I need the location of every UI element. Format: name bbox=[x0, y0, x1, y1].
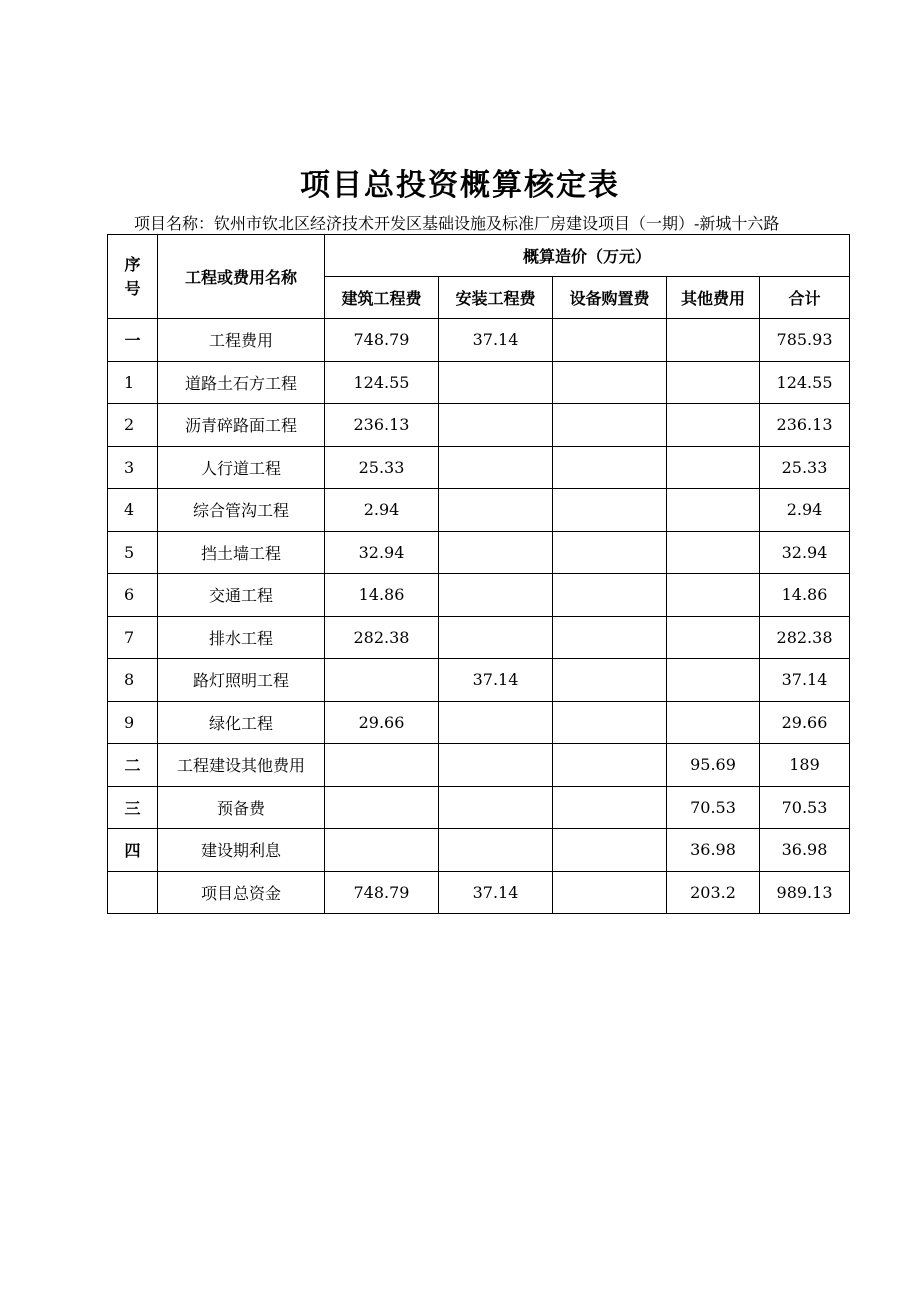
cell-name: 预备费 bbox=[158, 786, 325, 829]
cell-construction: 124.55 bbox=[325, 361, 439, 404]
cell-name: 工程费用 bbox=[158, 319, 325, 362]
cell-seq: 9 bbox=[108, 701, 158, 744]
cell-other bbox=[667, 531, 760, 574]
header-total: 合计 bbox=[760, 277, 850, 319]
table-row bbox=[108, 871, 850, 914]
cell-seq: 二 bbox=[108, 744, 158, 787]
cell-name: 路灯照明工程 bbox=[158, 659, 325, 702]
cell-total: 989.13 bbox=[760, 871, 850, 914]
cell-installation bbox=[439, 786, 553, 829]
table-row bbox=[108, 659, 850, 702]
cell-seq: 2 bbox=[108, 404, 158, 447]
cell-seq: 三 bbox=[108, 786, 158, 829]
cell-construction: 2.94 bbox=[325, 489, 439, 532]
cell-construction bbox=[325, 829, 439, 872]
cell-equipment bbox=[553, 489, 667, 532]
cell-construction: 25.33 bbox=[325, 446, 439, 489]
cell-other: 70.53 bbox=[667, 786, 760, 829]
cell-name: 项目总资金 bbox=[158, 871, 325, 914]
table-row bbox=[108, 829, 850, 872]
cell-seq: 4 bbox=[108, 489, 158, 532]
cell-equipment bbox=[553, 404, 667, 447]
cell-other bbox=[667, 616, 760, 659]
cell-total: 236.13 bbox=[760, 404, 850, 447]
table-row bbox=[108, 404, 850, 447]
cell-installation bbox=[439, 574, 553, 617]
cell-name: 道路土石方工程 bbox=[158, 361, 325, 404]
cell-seq: 四 bbox=[108, 829, 158, 872]
cell-installation bbox=[439, 446, 553, 489]
cell-equipment bbox=[553, 616, 667, 659]
cell-installation bbox=[439, 361, 553, 404]
cell-total: 124.55 bbox=[760, 361, 850, 404]
header-seq bbox=[108, 235, 158, 319]
cell-construction bbox=[325, 744, 439, 787]
cell-name: 建设期利息 bbox=[158, 829, 325, 872]
cell-equipment bbox=[553, 786, 667, 829]
cell-name: 人行道工程 bbox=[158, 446, 325, 489]
cell-construction: 748.79 bbox=[325, 871, 439, 914]
cell-equipment bbox=[553, 531, 667, 574]
table-row bbox=[108, 786, 850, 829]
cell-other bbox=[667, 446, 760, 489]
cell-other bbox=[667, 489, 760, 532]
cell-other bbox=[667, 404, 760, 447]
table-row bbox=[108, 574, 850, 617]
cell-seq bbox=[108, 871, 158, 914]
cell-construction bbox=[325, 659, 439, 702]
cell-total: 32.94 bbox=[760, 531, 850, 574]
cell-total: 282.38 bbox=[760, 616, 850, 659]
cell-seq: 5 bbox=[108, 531, 158, 574]
cell-equipment bbox=[553, 361, 667, 404]
cell-installation: 37.14 bbox=[439, 319, 553, 362]
cell-installation bbox=[439, 829, 553, 872]
cell-equipment bbox=[553, 659, 667, 702]
cell-seq: 1 bbox=[108, 361, 158, 404]
cell-other bbox=[667, 701, 760, 744]
cell-installation: 37.14 bbox=[439, 659, 553, 702]
table-row bbox=[108, 489, 850, 532]
cell-seq: 8 bbox=[108, 659, 158, 702]
cell-seq: 一 bbox=[108, 319, 158, 362]
table-row bbox=[108, 744, 850, 787]
cell-total: 189 bbox=[760, 744, 850, 787]
cell-total: 37.14 bbox=[760, 659, 850, 702]
cell-equipment bbox=[553, 446, 667, 489]
table-body bbox=[108, 319, 850, 914]
cell-equipment bbox=[553, 829, 667, 872]
cell-other: 203.2 bbox=[667, 871, 760, 914]
cell-equipment bbox=[553, 871, 667, 914]
project-name-line: 项目名称：钦州市钦北区经济技术开发区基础设施及标准厂房建设项目（一期）-新城十六路 bbox=[134, 214, 780, 233]
header-seq-label: 序号 bbox=[124, 254, 141, 298]
cell-seq: 6 bbox=[108, 574, 158, 617]
cell-name: 沥青碎路面工程 bbox=[158, 404, 325, 447]
cell-total: 25.33 bbox=[760, 446, 850, 489]
cell-name: 工程建设其他费用 bbox=[158, 744, 325, 787]
cell-total: 2.94 bbox=[760, 489, 850, 532]
cell-construction: 14.86 bbox=[325, 574, 439, 617]
cell-name: 综合管沟工程 bbox=[158, 489, 325, 532]
cell-total: 36.98 bbox=[760, 829, 850, 872]
cell-installation bbox=[439, 489, 553, 532]
table-row bbox=[108, 531, 850, 574]
header-installation: 安装工程费 bbox=[439, 277, 553, 319]
cell-total: 29.66 bbox=[760, 701, 850, 744]
cell-construction: 29.66 bbox=[325, 701, 439, 744]
header-construction: 建筑工程费 bbox=[325, 277, 439, 319]
cell-equipment bbox=[553, 744, 667, 787]
cell-name: 交通工程 bbox=[158, 574, 325, 617]
cell-name: 绿化工程 bbox=[158, 701, 325, 744]
cell-seq: 3 bbox=[108, 446, 158, 489]
cell-installation bbox=[439, 701, 553, 744]
table-row bbox=[108, 319, 850, 362]
table-row bbox=[108, 361, 850, 404]
cell-total: 785.93 bbox=[760, 319, 850, 362]
cell-other: 95.69 bbox=[667, 744, 760, 787]
cell-equipment bbox=[553, 701, 667, 744]
cell-equipment bbox=[553, 319, 667, 362]
cell-construction: 748.79 bbox=[325, 319, 439, 362]
cell-installation bbox=[439, 531, 553, 574]
cell-other bbox=[667, 361, 760, 404]
cell-total: 70.53 bbox=[760, 786, 850, 829]
table-row bbox=[108, 446, 850, 489]
header-name: 工程或费用名称 bbox=[158, 235, 325, 319]
cell-construction: 236.13 bbox=[325, 404, 439, 447]
cell-installation: 37.14 bbox=[439, 871, 553, 914]
budget-table bbox=[107, 234, 850, 914]
cell-construction bbox=[325, 786, 439, 829]
cell-installation bbox=[439, 744, 553, 787]
header-cost-group: 概算造价（万元） bbox=[325, 235, 850, 277]
table-row bbox=[108, 616, 850, 659]
cell-construction: 282.38 bbox=[325, 616, 439, 659]
table-row bbox=[108, 701, 850, 744]
cell-installation bbox=[439, 616, 553, 659]
header-other: 其他费用 bbox=[667, 277, 760, 319]
cell-seq: 7 bbox=[108, 616, 158, 659]
cell-construction: 32.94 bbox=[325, 531, 439, 574]
document-title: 项目总投资概算核定表 bbox=[300, 168, 620, 203]
cell-other: 36.98 bbox=[667, 829, 760, 872]
cell-equipment bbox=[553, 574, 667, 617]
cell-other bbox=[667, 319, 760, 362]
cell-name: 挡土墙工程 bbox=[158, 531, 325, 574]
cell-total: 14.86 bbox=[760, 574, 850, 617]
header-equipment: 设备购置费 bbox=[553, 277, 667, 319]
cell-other bbox=[667, 659, 760, 702]
cell-installation bbox=[439, 404, 553, 447]
cell-name: 排水工程 bbox=[158, 616, 325, 659]
cell-other bbox=[667, 574, 760, 617]
